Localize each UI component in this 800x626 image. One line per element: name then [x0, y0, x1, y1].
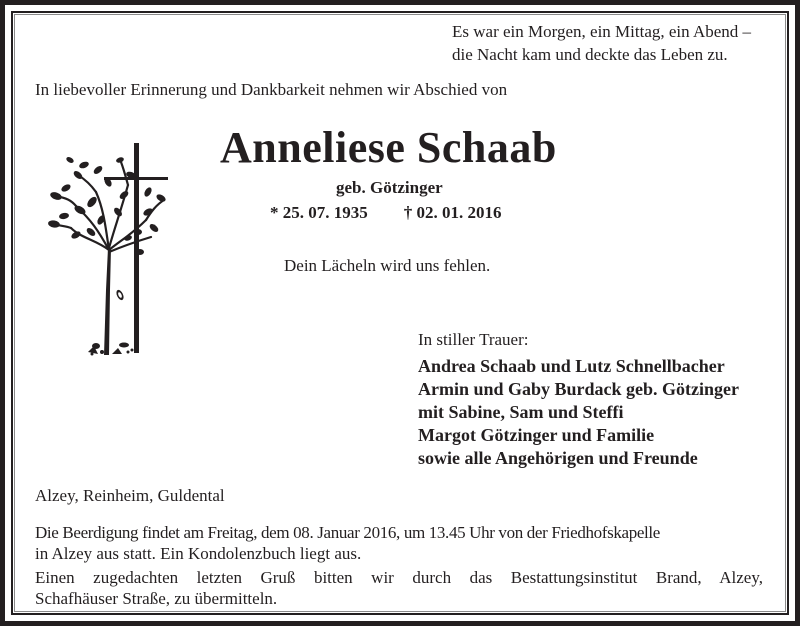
greeting-line-1: Einen zugedachten letzten Gruß bitten wir durch das Bestattungsinstitut Brand, Alzey,	[35, 568, 763, 587]
places: Alzey, Reinheim, Guldental	[35, 486, 225, 505]
funeral-info	[35, 522, 763, 564]
mourners-list	[418, 355, 739, 470]
motto-line-1: Es war ein Morgen, ein Mittag, ein Abend –	[452, 22, 752, 41]
mourner-line: Margot Götzinger und Familie	[418, 425, 655, 445]
deceased-name: Anneliese Schaab	[220, 123, 557, 172]
birth-date: * 25. 07. 1935	[270, 203, 368, 222]
mourner-line: sowie alle Angehörigen und Freunde	[418, 448, 698, 468]
maiden-name: geb. Götzinger	[336, 178, 443, 197]
motto	[452, 20, 752, 66]
mourner-line: Armin und Gaby Burdack geb. Götzinger	[418, 379, 740, 399]
death-date: † 02. 01. 2016	[403, 203, 502, 222]
mourner-line: Andrea Schaab und Lutz Schnellbacher	[418, 356, 725, 376]
motto-line-2: die Nacht kam und deckte das Leben zu.	[452, 45, 728, 64]
mourners-label: In stiller Trauer:	[418, 330, 529, 349]
mourner-line: mit Sabine, Sam und Steffi	[418, 402, 624, 422]
intro-text: In liebevoller Erinnerung und Dankbarkeit nehmen wir Abschied von	[35, 80, 508, 99]
life-dates	[270, 203, 502, 223]
funeral-line-1: Die Beerdigung findet am Freitag, dem 08. Januar 2016, um 13.45 Uhr von der Friedhofskapelle	[35, 523, 660, 542]
tree-and-cross-icon	[36, 140, 176, 365]
greeting-info	[35, 567, 763, 609]
greeting-line-2: Schafhäuser Straße, zu übermitteln.	[35, 589, 278, 608]
funeral-line-2: in Alzey aus statt. Ein Kondolenzbuch liegt aus.	[35, 544, 362, 563]
quote: Dein Lächeln wird uns fehlen.	[284, 256, 491, 275]
